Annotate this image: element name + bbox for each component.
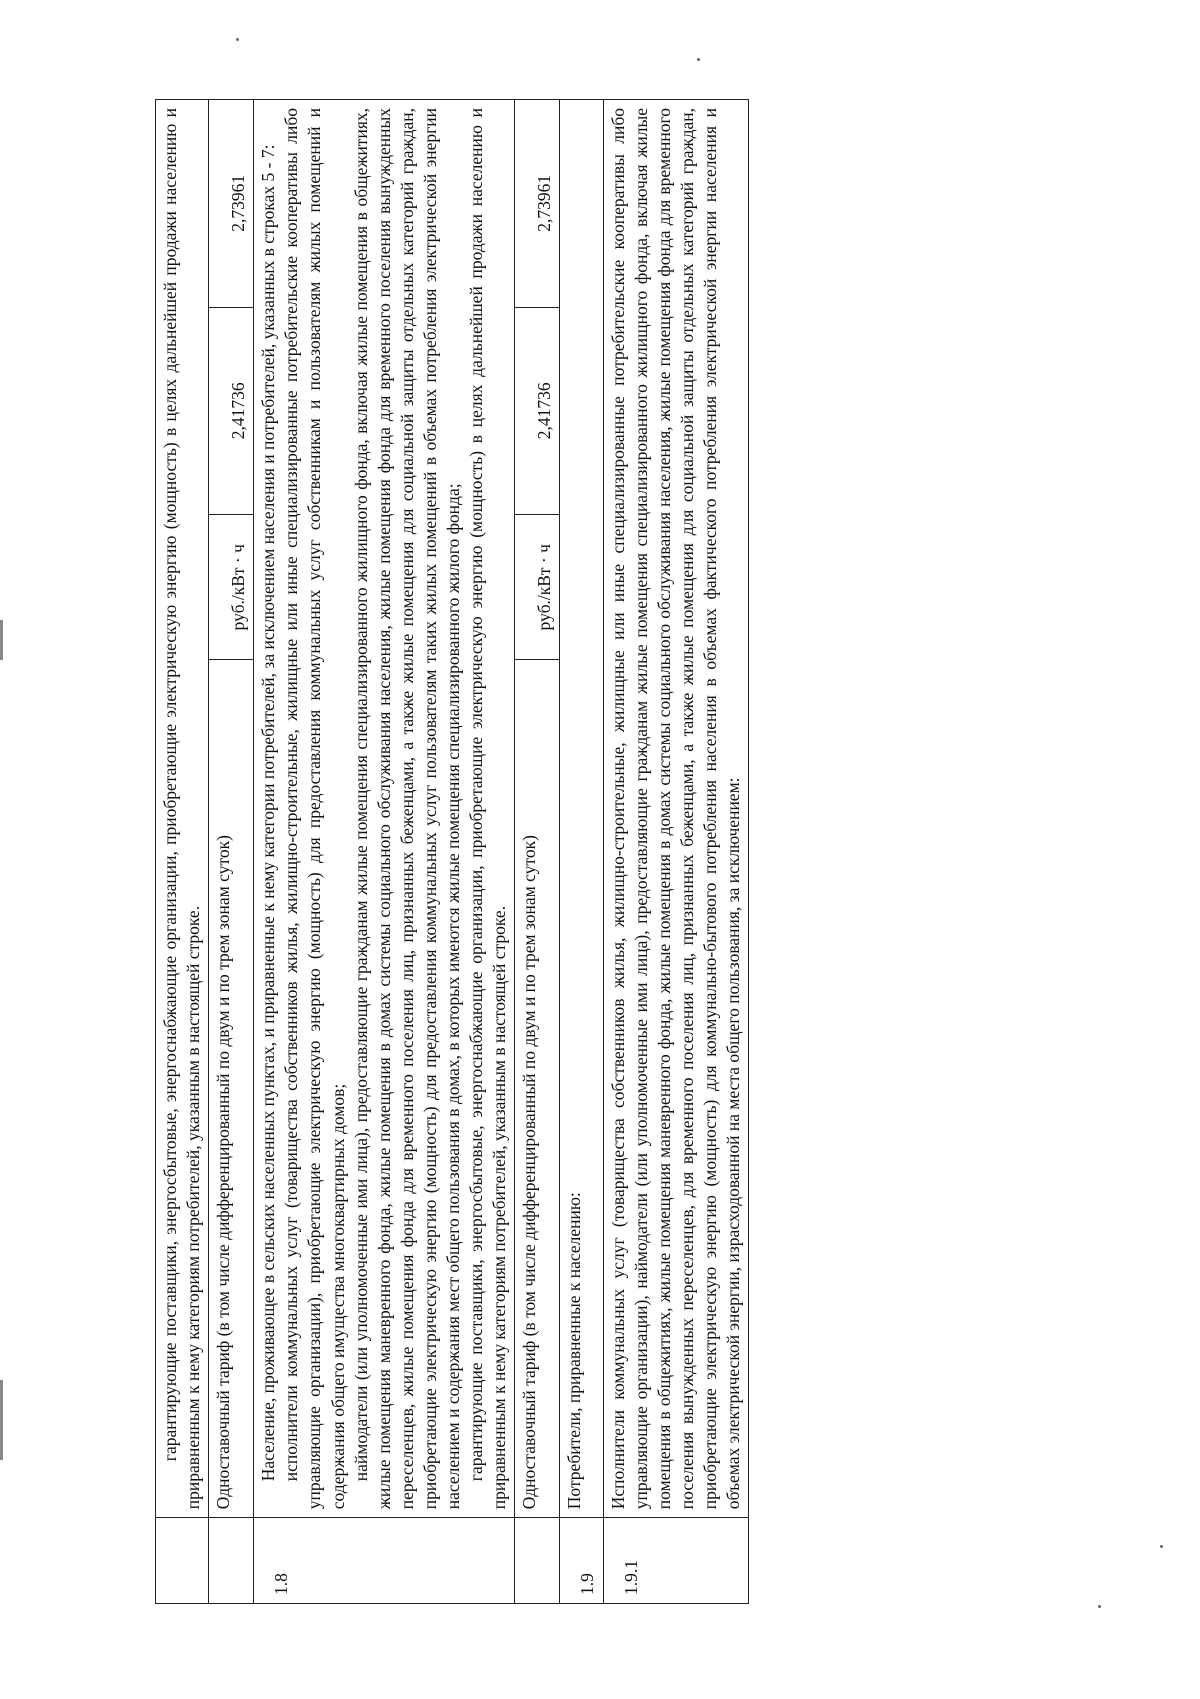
table-row: [156, 100, 209, 1604]
tariff-unit: руб./кВт · ч: [209, 515, 254, 660]
tariff-value-half2: 2,73961: [515, 100, 560, 308]
row-number: [156, 1518, 209, 1604]
row-number: 1.8: [254, 1518, 515, 1604]
table-row: [515, 100, 560, 1604]
tariff-unit: руб./кВт · ч: [515, 515, 560, 660]
row-number-empty: [209, 1518, 254, 1604]
tariff-label: Одноставочный тариф (в том числе дифференцированный по двум и по трем зонам суток): [515, 660, 560, 1518]
tariff-value-half1: 2,41736: [209, 307, 254, 515]
tariff-value-half2: 2,73961: [209, 100, 254, 308]
table-row: [560, 100, 603, 1604]
row-description: гарантирующие поставщики, энергосбытовые, энергоснабжающие организации, приобретающие электрическую энергию (мощность) в целях дальнейшей продажи населению и приравненным к нему категориям потребителей, указанным в настоящей строке.: [156, 100, 209, 1518]
row-description: Исполнители коммунальных услуг (товарищества собственников жилья, жилищно-строительные, жилищные или иные специализированные потребительские кооперативы либо управляющие организации), наймодатели (или уполномоченные ими лица), предоставляющие гражданам жилые помещения специализированного жилищного фонда, включая жилые помещения в общежитиях, жилые помещения маневренного фонда, жилые помещения в домах системы социального обслуживания населения, жилые помещения фонда для временного поселения вынужденных переселенцев, для временного поселения лиц, признанных беженцами, а также жилые помещения для социальной защиты отдельных категорий граждан, приобретающие электрическую энергию (мощность) для коммунально-бытового потребления населения в объемах фактического потребления электрической энергии населения и объемах электрической энергии, израсходованной на места общего пользования, за исключением:: [603, 100, 749, 1518]
table-row: [603, 100, 749, 1604]
row-number: 1.9: [560, 1518, 603, 1604]
row-number-empty: [515, 1518, 560, 1604]
tariff-table: [155, 99, 749, 1604]
table-row: [254, 100, 515, 1604]
row-description: [254, 100, 515, 1518]
row-number: 1.9.1: [603, 1518, 749, 1604]
tariff-value-half1: 2,41736: [515, 307, 560, 515]
row-description: Потребители, приравненные к населению:: [560, 100, 603, 1518]
paragraph: исполнители коммунальных услуг (товарищества собственников жилья, жилищно-строительные, жилищные или иные специализированные потребительские кооперативы либо управляющие организации), приобретающие электрическую энергию (мощность) для предоставления коммунальных услуг собственникам и пользователям жилых помещений и содержания общего имущества многоквартирных домов;: [281, 108, 348, 1510]
table-row: [209, 100, 254, 1604]
paragraph: гарантирующие поставщики, энергосбытовые, энергоснабжающие организации, приобретающие электрическую энергию (мощность) в целях дальнейшей продажи населению и приравненным к нему категориям потребителей, указанным в настоящей строке.: [466, 108, 510, 1510]
paragraph: наймодатели (или уполномоченные ими лица), предоставляющие гражданам жилые помещения специализированного жилищного фонда, включая жилые помещения в общежитиях, жилые помещения маневренного фонда, жилые помещения в домах системы социального обслуживания населения, жилые помещения фонда для временного поселения вынужденных переселенцев, жилые помещения фонда для временного поселения лиц, признанных беженцами, а также жилые помещения для социальной защиты отдельных категорий граждан, приобретающие электрическую энергию (мощность) для предоставления коммунальных услуг пользователям таких жилых помещений в объемах потребления электрической энергии населением и содержания мест общего пользования в домах, в которых имеются жилые помещения специализированного жилого фонда;: [350, 108, 464, 1510]
tariff-label: Одноставочный тариф (в том числе дифференцированный по двум и по трем зонам суток): [209, 660, 254, 1518]
paragraph: Население, проживающее в сельских населенных пунктах, и приравненные к нему категории потребителей, за исключением населения и потребителей, указанных в строках 5 - 7:: [258, 144, 279, 1482]
